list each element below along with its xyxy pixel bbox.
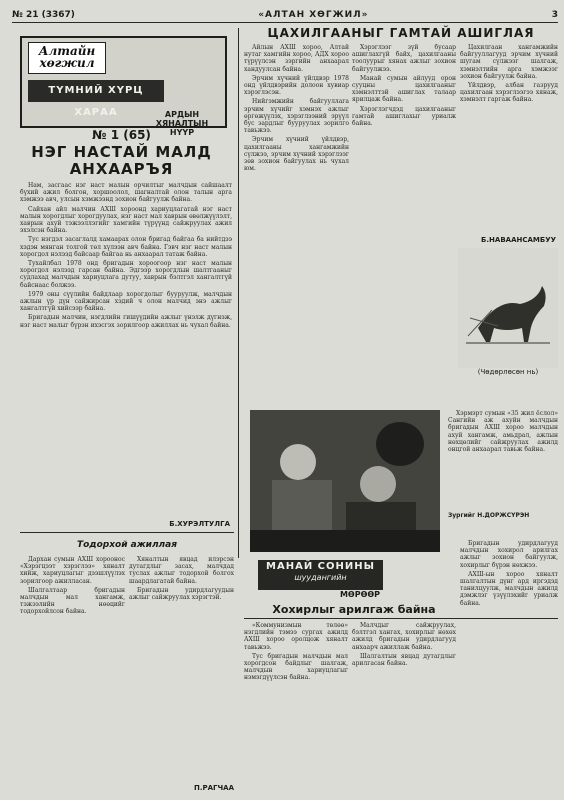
rubric-subtitle: АРДЫН ХЯНАЛТЫН НҮҮР [155, 110, 209, 137]
issue-number: № 21 (3367) [12, 10, 75, 20]
rubric-number: № 1 (65) [92, 128, 151, 142]
article-body-khokhirol-2: Малчдыг сайжруулах, бэлтгэл хангах, хохирлыг нөхөх ажилд бригадын удирдлагууд анхаарч ажиллаж байна. Шалгалтын явцад дутагдлыг арилгасан байна. [352, 622, 456, 668]
photo-main [250, 410, 440, 552]
article-headline-electric: ЦАХИЛГААНЫГ ГАМТАЙ АШИГЛАЯ [267, 26, 535, 40]
column-divider [238, 28, 239, 558]
page-number: 3 [551, 10, 558, 20]
author-electric: Б.НАВААНСАМБУУ [481, 236, 556, 244]
people-photo [250, 410, 440, 552]
divider [20, 532, 234, 533]
article-body-todorhoi-1: Дархан сумын АХШ хороонос «Хэрэгцээт хэрэглээ» хяналт хийж, хариуцлагыг дээшлүүлэх зорилгоор ажилласан. Шалгалтаар бригадын малчдын мал хангамж, тэжээлийн нөөцийг тодорхойлсон байна. [20, 556, 125, 616]
article-body-electric-2: Хэрэглээг зүй бусаар ашиглахгүй байх, цахилгааны тоолуурыг хянах ажлыг зохион байгуулжээ. Манай сумын айлууд орон сууцны цахилгааныг хэмнэлттэй ашиглах талаар ярилцаж байна. Хэрэглэгчдэд цахилгааныг гамтай ашиглахыг уриалж байна. [352, 44, 456, 128]
rubric-banner-sub: МӨРӨӨР [339, 590, 381, 599]
rubric-banner [258, 560, 383, 590]
newspaper-logo: Алтайн хөгжил [28, 42, 106, 74]
newspaper-name: «АЛТАН ХӨГЖИЛ» [258, 10, 369, 20]
article-body-kholmgort: Хэрмэрт сумын «35 жил ёслол» Сангийн аж ахуйн малчдын бригадын АХШ хороо малчдын ахуй хангамж, амьдрал, ажлын нөхцөлийг сайжруулах ажилд онцгой анхаарал тавьж байна. [448, 410, 558, 454]
article-body-khokhirol-1: «Коммунизмын төлөө» нэгдлийн тэмээ сургах ажилд АХШ хороо оролцож хяналт тавьжээ. Тус бригадын малчдын мал хорогдсон байдлыг шалгаж, малчдын хариуцлагыг нэмэгдүүлсэн байна. [244, 622, 348, 682]
author-todorhoi: П.РАГЧАА [193, 784, 234, 792]
photo-horse [458, 248, 558, 368]
horse-illustration [458, 248, 558, 368]
page-header [12, 8, 558, 23]
article-body-todorhoi-2: Хяналтын явцад илэрсэн дутагдлыг засах, малчдад туслах ажлыг тодорхой болгох шаардлагатай байна. Бригадын удирдлагуудын ажлыг сайжруулах хэрэгтэй. [129, 556, 234, 602]
article-body-electric-1: Айлын АХШ хороо, Алтай нутаг хамгийн хороо, АДХ хороо түрүүлсэн зэргийн анхаарал хандуулсан байна. Эрчим хүчний үйлдвэр 1978 онд үйлдвэрийн долоон хувиар хэрэглэсэн. Нийгэмжийн байгууллага эрчим хүчийг хэмнэх ажлыг өргөжүүлэх, хэрэглээний эрүүл бус зардлыг бууруулах зорилго тавьжээ. Эрчим хүчний үйлдвэр, цахилгааны хангамжийн сүлжээ, эрчим хүчний хэрэглээг зөв зохион байгуулах нь чухал юм. [244, 44, 349, 173]
rubric-title: ТҮМНИЙ ХҮРЦ ХАРАА [28, 80, 164, 102]
author-left: Б.ХУРЭЛТУЛГА [169, 520, 230, 528]
article-headline-left: НЭГ НАСТАЙ МАЛД АНХААРЪЯ [31, 143, 212, 178]
article-body-khokhirol-3: Бригадын удирдлагууд малчдын хохирол арилгах ажлыг зохион байгуулж, хохирлыг бүрэн нөхжээ. АХШ-ын хороо хяналт шалгалтын дүнг ард иргэдэд танилцуулж, малчдын ажилд дэмжлэг үзүүлэхийг уриалж байна. [460, 540, 558, 607]
article-headline-todorhoi: Тодорхой ажиллая [76, 540, 177, 550]
rubric-banner-mid: шуудангийн [294, 573, 347, 582]
article-headline-khokhirol: Хохирлыг арилгаж байна [272, 603, 436, 616]
photo-caption: (Чөдөрлөсөн нь) [477, 368, 539, 376]
article-body-electric-3: Цахилгаан хангамжийн байгууллагууд эрчим хүчний шугам сүлжээг шалгаж, хэмнэлтийн арга хэмжээг зохион байгуулж байна. Үйлдвэр, албан газрууд цахилгаан хэрэглээгээ хянаж, хэмнэлт гаргаж байна. [460, 44, 558, 104]
rubric-banner-title: МАНАЙ СОНИНЫ [266, 561, 375, 572]
photo-credit: Зургийг Н.ДОРЖСҮРЭН [448, 512, 530, 519]
article-body-left: Нам, засгаас нэг наст малын орчилтыг малчдын сайшаалт бүхий ажил болгон, хоршоолол, шагналтай олон талын арга хэмжээ авч, улсын хэмжээнд зохион байгуулж байна. Сайхан айл малчин АХШ хороонд хариуцлагатай нэг наст малын хорогдлыг хорогдуулах, нэг наст мал хаврын өвөлжүүлэлт, хаврын ахуй тэжээллэгийг хамгийн түрүүнд сайжруулах ажил эхэлсэн байна. Тус нэгдэл засаглалд хамаарах олон бригад байгаа ба нийтдээ хэдэн мянган толгой төл хүлээн авч байна. Гэвч нэг наст малын хорогдол нэлээд байсаар байгаа нь анхаарал татаж байна. Тухайлбал 1978 онд бригадын хороогоор нэг наст малын хорогдол нэлээд гарсан байна. Эдгээр хорогдлын шалтгааныг судлахад малчдын хариуцлага дутуу, хаврын бэлтгэл хангалтгүй байснаас болжээ. 1979 оны сүүлийн байдлаар хорогдолыг бууруулж, малчдын ажлын үр дүн сайжирсан хэдий ч олон малчид энэ ажлыг хангалтгүй хийсээр байна. Бригадын малчин, нэгдлийн гишүүдийн ажлыг үнэлж дүгнэж, нэг наст малыг бүрэн ихэсгэх зорилгоор ажиллах нь чухал байна. [20, 182, 232, 329]
